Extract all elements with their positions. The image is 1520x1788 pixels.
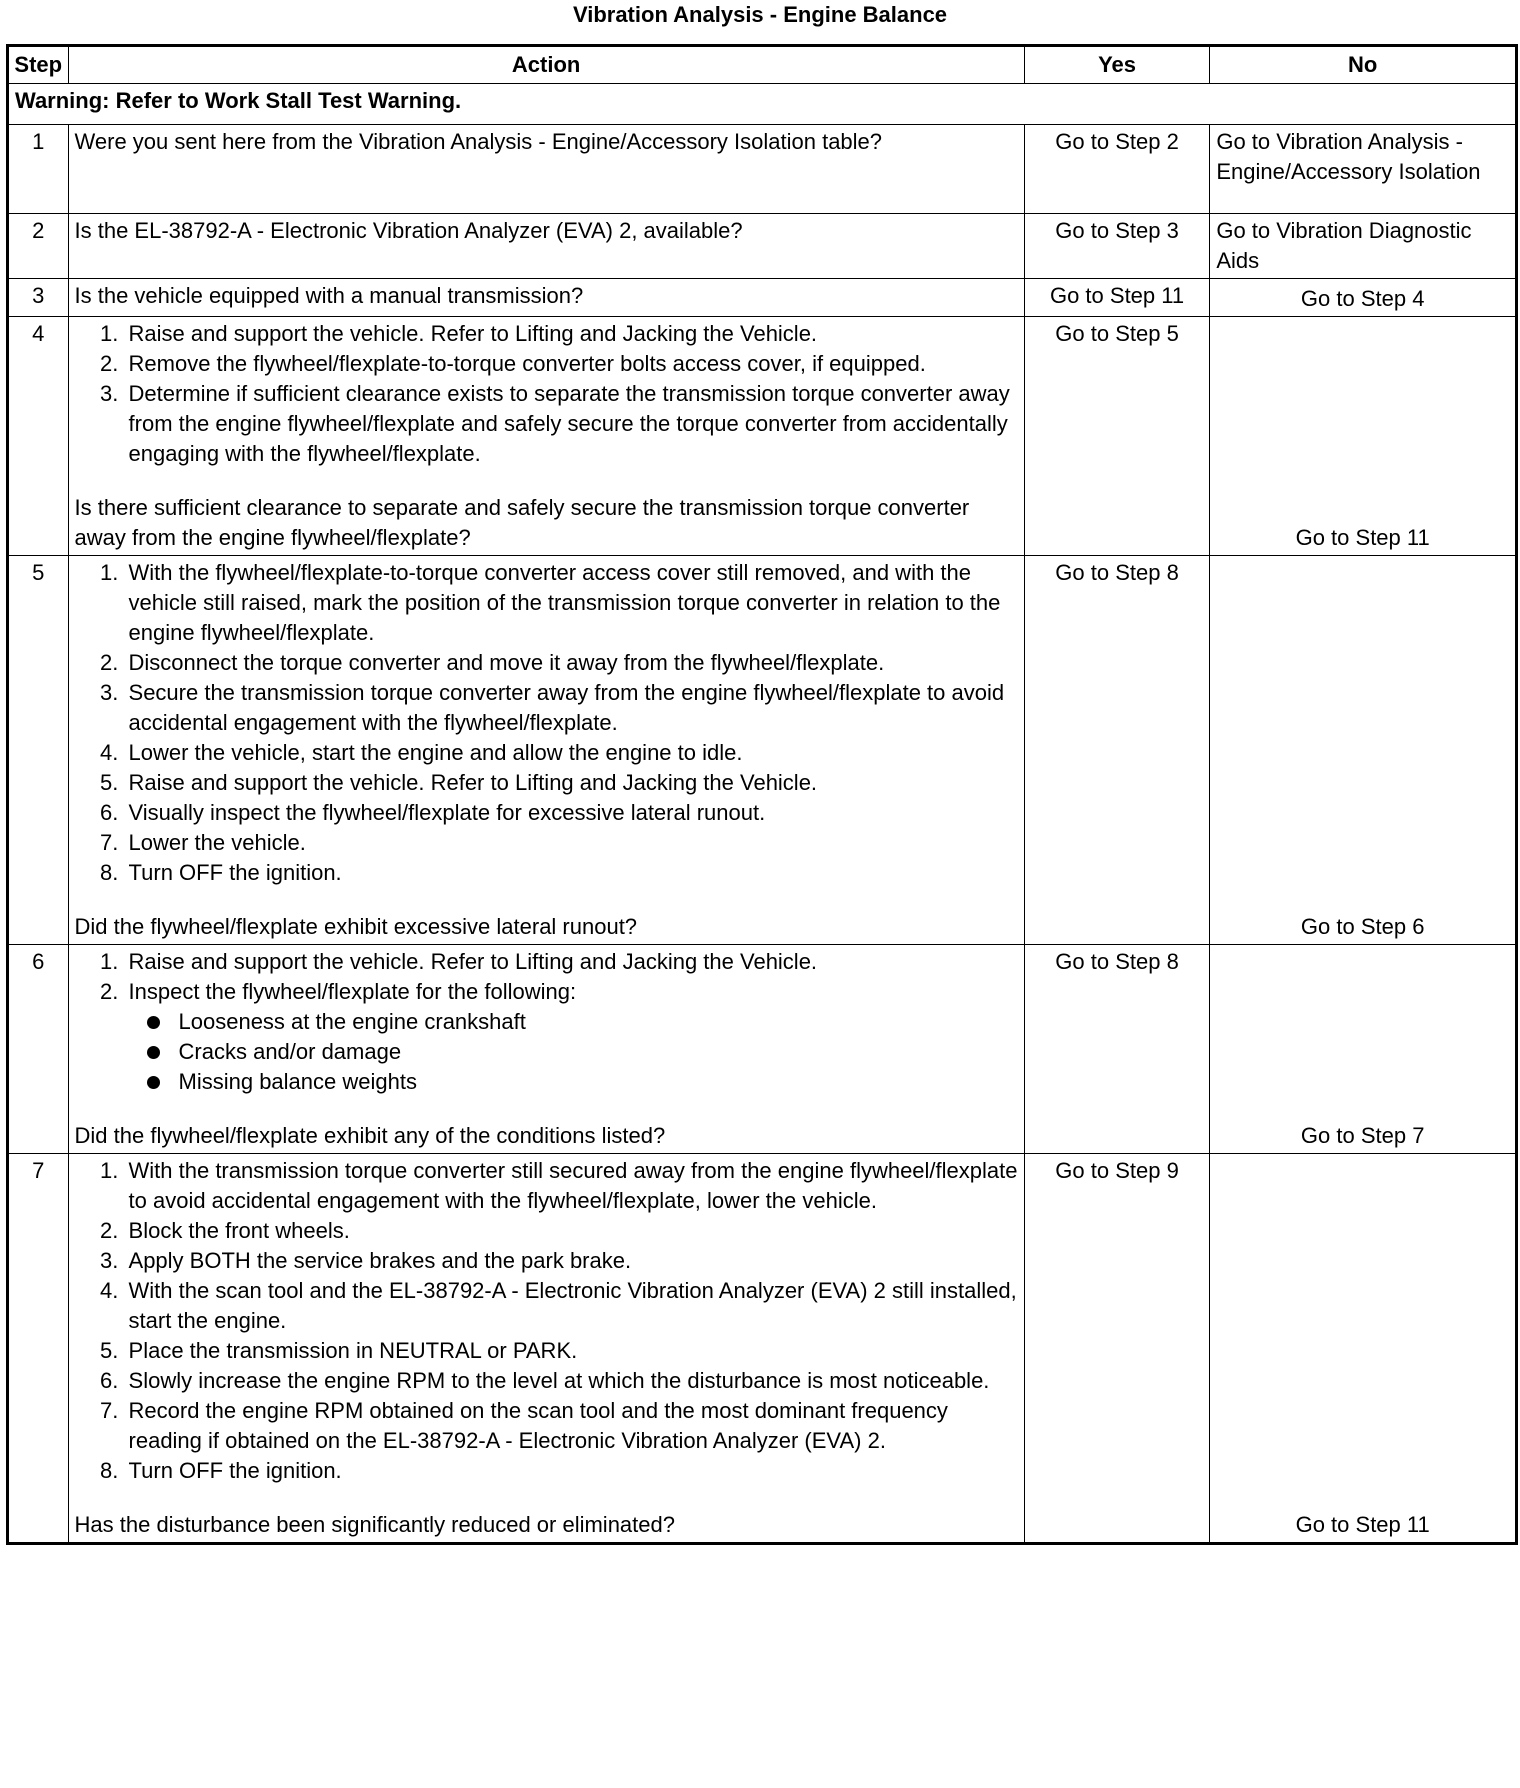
yes-link[interactable]: Go to Step 2 (1024, 125, 1210, 214)
warning-text: Warning: Refer to Work Stall Test Warning. (8, 84, 1517, 125)
step-question: Is the vehicle equipped with a manual transmission? (68, 279, 1024, 317)
list-item: 4. Lower the vehicle, start the engine and allow the engine to idle. (125, 738, 1018, 768)
header-step: Step (8, 46, 69, 84)
no-link[interactable]: Go to Step 6 (1210, 556, 1517, 945)
no-link[interactable]: Go to Vibration Analysis - Engine/Accessory Isolation (1210, 125, 1517, 214)
step-question: Is the EL-38792-A - Electronic Vibration Analyzer (EVA) 2, available? (68, 214, 1024, 279)
yes-link[interactable]: Go to Step 8 (1024, 556, 1210, 945)
list-item: 5. Place the transmission in NEUTRAL or PARK. (125, 1336, 1018, 1366)
yes-link[interactable]: Go to Step 3 (1024, 214, 1210, 279)
step-number: 3 (8, 279, 69, 317)
table-row (8, 317, 1517, 556)
header-action: Action (68, 46, 1024, 84)
yes-link[interactable]: Go to Step 8 (1024, 945, 1210, 1154)
step-number: 4 (8, 317, 69, 556)
step-question: Were you sent here from the Vibration Analysis - Engine/Accessory Isolation table? (68, 125, 1024, 214)
step-number: 6 (8, 945, 69, 1154)
yes-link[interactable]: Go to Step 9 (1024, 1154, 1210, 1544)
step-number: 2 (8, 214, 69, 279)
action-list (75, 558, 1018, 888)
list-item: 3. Secure the transmission torque converter away from the engine flywheel/flexplate to avoid accidental engagement with the flywheel/flexplate. (125, 678, 1018, 738)
yes-link[interactable]: Go to Step 11 (1024, 279, 1210, 317)
list-item: 1. Raise and support the vehicle. Refer to Lifting and Jacking the Vehicle. (125, 947, 1018, 977)
no-link[interactable]: Go to Step 7 (1210, 945, 1517, 1154)
bullet-item: Looseness at the engine crankshaft (179, 1007, 1018, 1037)
no-link[interactable]: Go to Vibration Diagnostic Aids (1210, 214, 1517, 279)
table-row (8, 945, 1517, 1154)
bullet-item: Cracks and/or damage (179, 1037, 1018, 1067)
step-question: Has the disturbance been significantly reduced or eliminated? (74, 1512, 675, 1537)
no-link[interactable]: Go to Step 11 (1210, 1154, 1517, 1544)
step-action (68, 945, 1024, 1154)
header-no: No (1210, 46, 1517, 84)
bullet-item: Missing balance weights (179, 1067, 1018, 1097)
list-item: 3. Apply BOTH the service brakes and the park brake. (125, 1246, 1018, 1276)
step-question: Did the flywheel/flexplate exhibit excessive lateral runout? (74, 914, 638, 939)
list-item: 7. Lower the vehicle. (125, 828, 1018, 858)
page-title: Vibration Analysis - Engine Balance (572, 2, 948, 27)
list-item: 1. With the flywheel/flexplate-to-torque converter access cover still removed, and with the vehicle still raised, mark the position of the transmission torque converter in relation to the engine flywheel/flexplate. (125, 558, 1018, 648)
list-item: 8. Turn OFF the ignition. (125, 1456, 1018, 1486)
table-header-row (8, 46, 1517, 84)
diagnostic-table (6, 44, 1518, 1545)
yes-link[interactable]: Go to Step 5 (1024, 317, 1210, 556)
list-item: 6. Slowly increase the engine RPM to the level at which the disturbance is most noticeable. (125, 1366, 1018, 1396)
step-number: 1 (8, 125, 69, 214)
list-item-text: Inspect the flywheel/flexplate for the following: (128, 979, 577, 1004)
step-question: Did the flywheel/flexplate exhibit any of the conditions listed? (74, 1123, 666, 1148)
step-number: 7 (8, 1154, 69, 1544)
list-item: 4. With the scan tool and the EL-38792-A - Electronic Vibration Analyzer (EVA) 2 still installed, start the engine. (125, 1276, 1018, 1336)
table-row (8, 556, 1517, 945)
no-link[interactable]: Go to Step 4 (1210, 279, 1517, 317)
table-row (8, 125, 1517, 214)
list-item: 3. Determine if sufficient clearance exists to separate the transmission torque converter away from the engine flywheel/flexplate and safely secure the torque converter from accidentally engaging with the flywheel/flexplate. (125, 379, 1018, 469)
step-question: Is there sufficient clearance to separate and safely secure the transmission torque converter away from the engine flywheel/flexplate? (74, 495, 970, 550)
action-list (75, 1156, 1018, 1486)
step-number: 5 (8, 556, 69, 945)
list-item: 2. Disconnect the torque converter and move it away from the flywheel/flexplate. (125, 648, 1018, 678)
table-row (8, 279, 1517, 317)
action-list (75, 319, 1018, 469)
action-list (75, 947, 1018, 1097)
list-item: 6. Visually inspect the flywheel/flexplate for excessive lateral runout. (125, 798, 1018, 828)
list-item: 2. Block the front wheels. (125, 1216, 1018, 1246)
step-action (68, 556, 1024, 945)
list-item: 2. Remove the flywheel/flexplate-to-torque converter bolts access cover, if equipped. (125, 349, 1018, 379)
list-item (125, 977, 1018, 1097)
list-item: 8. Turn OFF the ignition. (125, 858, 1018, 888)
header-yes: Yes (1024, 46, 1210, 84)
list-item: 1. With the transmission torque converter still secured away from the engine flywheel/flexplate to avoid accidental engagement with the flywheel/flexplate, lower the vehicle. (125, 1156, 1018, 1216)
step-action (68, 1154, 1024, 1544)
list-item: 1. Raise and support the vehicle. Refer to Lifting and Jacking the Vehicle. (125, 319, 1018, 349)
table-row (8, 1154, 1517, 1544)
table-row (8, 214, 1517, 279)
list-item: 7. Record the engine RPM obtained on the scan tool and the most dominant frequency reading if obtained on the EL-38792-A - Electronic Vibration Analyzer (EVA) 2. (125, 1396, 1018, 1456)
bullet-list (129, 1007, 1018, 1097)
warning-row (8, 84, 1517, 125)
no-link[interactable]: Go to Step 11 (1210, 317, 1517, 556)
list-item: 5. Raise and support the vehicle. Refer to Lifting and Jacking the Vehicle. (125, 768, 1018, 798)
step-action (68, 317, 1024, 556)
